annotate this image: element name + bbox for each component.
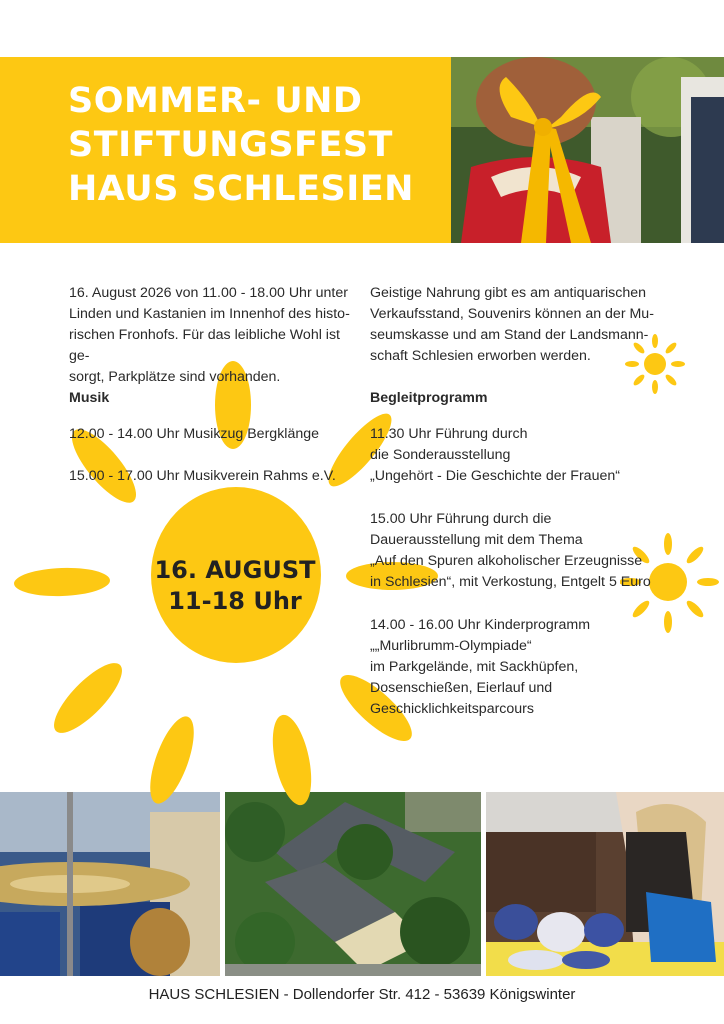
musik-item-text: 12.00 - 14.00 Uhr Musikzug Bergklänge: [69, 426, 319, 442]
program-line: „„Murlibrumm-Olympiade“: [370, 638, 532, 654]
header-photo-yellow-bow: [451, 57, 724, 243]
intro-line: rischen Fronhofs. Für das leibliche Wohl ist ge-: [69, 327, 340, 364]
program-line: 11.30 Uhr Führung durch: [370, 426, 528, 442]
program-line: „Auf den Spuren alkoholischer Erzeugnisse: [370, 553, 643, 569]
title-line-3: HAUS SCHLESIEN: [68, 169, 414, 209]
program-line: Geschicklichkeitsparcours: [370, 701, 535, 717]
begleitprogramm-section: [370, 388, 487, 409]
time-line: 11-18 Uhr: [168, 587, 302, 615]
title-line-1: SOMMER- UND: [68, 81, 363, 121]
date-line: 16. AUGUST: [154, 556, 316, 584]
musik-heading: Musik: [69, 390, 110, 406]
program-item: [370, 509, 670, 593]
intro-line: Linden und Kastanien im Innenhof des histo-: [69, 306, 350, 322]
photo-musicians: [0, 792, 220, 976]
program-item: [370, 424, 670, 487]
program-item: [370, 615, 670, 720]
program-line: in Schlesien“, mit Verkostung, Entgelt 5 Euro: [370, 574, 651, 590]
footer-address: HAUS SCHLESIEN - Dollendorfer Str. 412 - 53639 Königswinter: [148, 986, 576, 1003]
musik-section: [69, 388, 109, 409]
right-intro-line: schaft Schlesien erworben werden.: [370, 348, 591, 364]
program-line: im Parkgelände, mit Sackhüpfen,: [370, 659, 579, 675]
program-line: Dauerausstellung mit dem Thema: [370, 532, 583, 548]
right-intro-line: Verkaufsstand, Souvenirs können an der Mu-: [370, 306, 654, 322]
musik-item: [69, 466, 336, 487]
begleitprogramm-heading: Begleitprogramm: [370, 390, 488, 406]
center-date: [148, 555, 322, 617]
program-line: Dosenschießen, Eierlauf und: [370, 680, 553, 696]
musik-item: [69, 424, 319, 445]
right-intro-line: Geistige Nahrung gibt es am antiquarischen: [370, 285, 647, 301]
photo-pottery-stand: [486, 792, 724, 976]
program-line: „Ungehört - Die Geschichte der Frauen“: [370, 468, 620, 484]
program-line: die Sonderausstellung: [370, 447, 511, 463]
right-intro-line: seumskasse und am Stand der Landsmann-: [370, 327, 649, 343]
event-title: [68, 79, 414, 211]
program-line: 15.00 Uhr Führung durch die: [370, 511, 552, 527]
right-intro-text: [370, 283, 665, 367]
musik-item-text: 15.00 - 17.00 Uhr Musikverein Rahms e.V.: [69, 468, 336, 484]
intro-text: [69, 283, 359, 388]
intro-line: sorgt, Parkplätze sind vorhanden.: [69, 369, 281, 385]
photo-aerial-haus-schlesien: [225, 792, 481, 976]
intro-line: 16. August 2026 von 11.00 - 18.00 Uhr unter: [69, 285, 348, 301]
program-line: 14.00 - 16.00 Uhr Kinderprogramm: [370, 617, 591, 633]
title-line-2: STIFTUNGSFEST: [68, 125, 393, 165]
